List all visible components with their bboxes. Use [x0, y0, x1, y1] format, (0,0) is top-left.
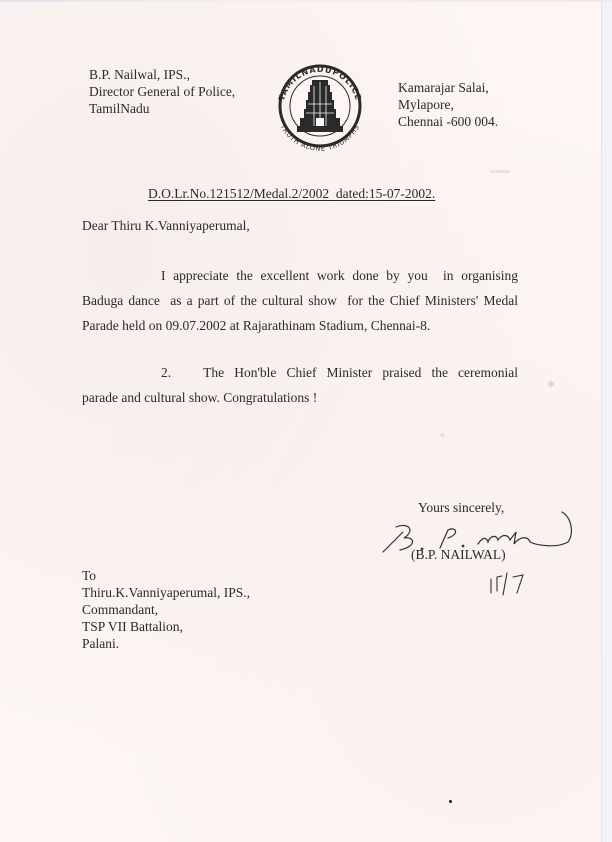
body-paragraph-1	[82, 263, 518, 338]
paragraph-line: I appreciate the excellent work done by you in organising	[161, 268, 518, 283]
tamilnadu-police-emblem-icon	[265, 54, 375, 164]
scan-mark	[440, 433, 445, 437]
paragraph-line: parade and cultural show. Congratulations !	[82, 390, 318, 405]
sender-block	[89, 66, 235, 117]
emblem-top-text: TAMILNADUPOLICE	[277, 64, 363, 102]
scan-edge	[601, 0, 612, 842]
paragraph-number: 2.	[161, 365, 172, 380]
recipient-block	[82, 567, 250, 652]
recipient-to: To	[82, 568, 97, 583]
address-area: Mylapore,	[398, 97, 454, 112]
emblem-motto: TRUTH ALONE TRIUMPHS	[278, 123, 362, 153]
valediction: Yours sincerely,	[418, 500, 505, 515]
paragraph-line: Baduga dance as a part of the cultural show for the Chief Ministers' Medal	[82, 293, 518, 308]
address-street: Kamarajar Salai,	[398, 80, 489, 95]
salutation: Dear Thiru K.Vanniyaperumal,	[82, 218, 250, 233]
paragraph-line: 2. The Hon'ble Chief Minister praised the ceremonial	[161, 365, 518, 380]
address-city: Chennai -600 004.	[398, 114, 499, 129]
address-block	[398, 79, 498, 130]
recipient-unit: TSP VII Battalion,	[82, 619, 183, 634]
sender-title: Director General of Police,	[89, 84, 236, 99]
sender-state: TamilNadu	[89, 101, 150, 116]
scan-top-edge	[0, 0, 612, 2]
recipient-name: Thiru.K.Vanniyaperumal, IPS.,	[82, 585, 250, 600]
scan-dot	[449, 800, 452, 803]
handwritten-date	[485, 567, 535, 597]
paragraph-line: Parade held on 09.07.2002 at Rajarathinam Stadium, Chennai-8.	[82, 318, 431, 333]
scan-mark	[490, 170, 510, 173]
recipient-place: Palani.	[82, 636, 120, 651]
sender-name: B.P. Nailwal, IPS.,	[89, 67, 190, 82]
signatory-name: (B.P. NAILWAL)	[411, 547, 506, 562]
reference-number: D.O.Lr.No.121512/Medal.2/2002 dated:15-07-2002.	[148, 186, 436, 201]
recipient-title: Commandant,	[82, 602, 159, 617]
body-paragraph-2	[82, 360, 518, 410]
scan-mark	[548, 381, 554, 387]
